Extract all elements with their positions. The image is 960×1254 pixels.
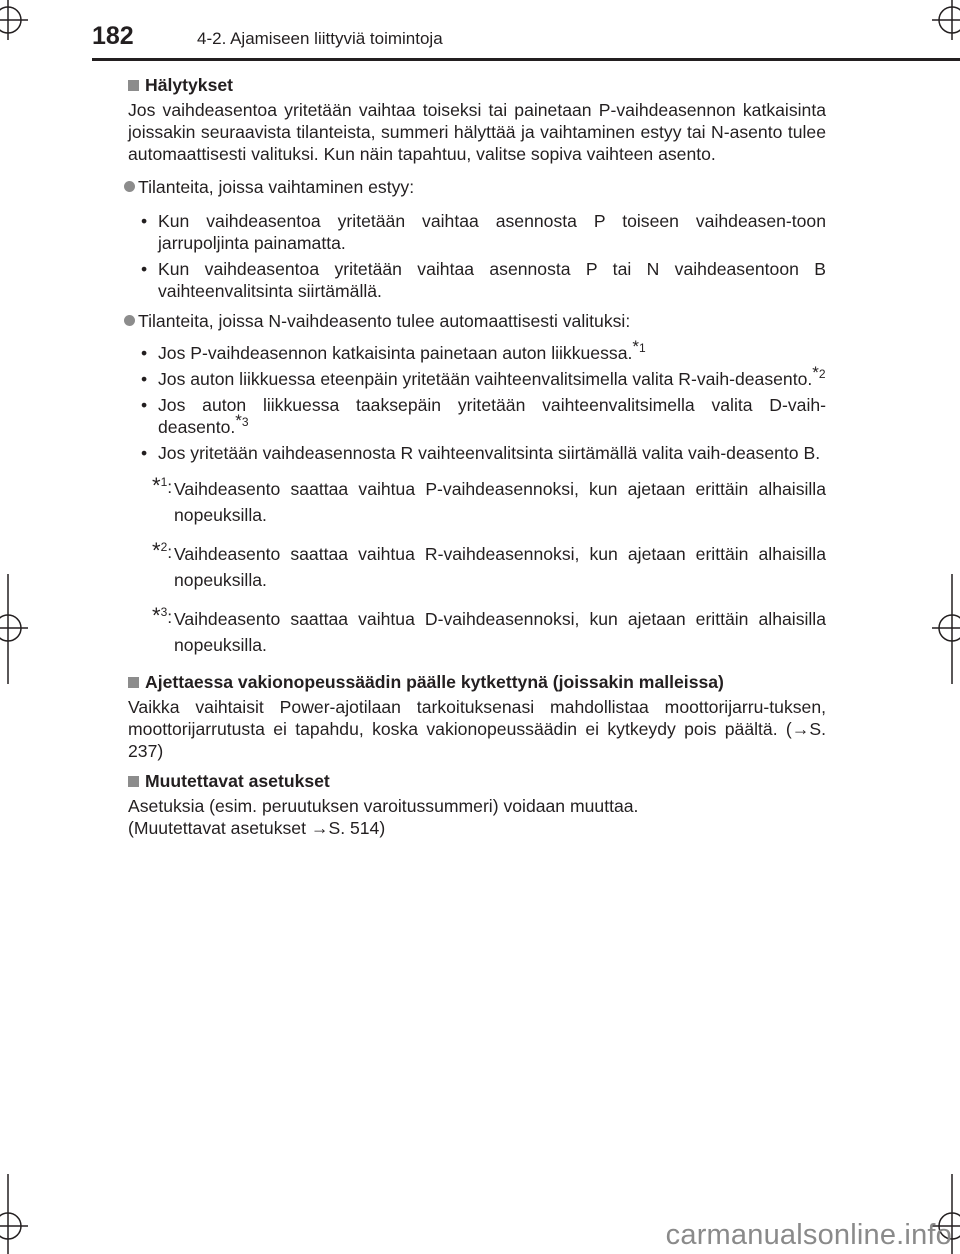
watermark: carmanualsonline.info [665,1219,952,1251]
list-item: • Jos yritetään vaihdeasennosta R vaihteenvalitsinta siirtämällä valita vaih-deasento B. [158,442,826,464]
arrow-right-icon: → [310,818,329,838]
header-rule [92,58,960,61]
footnotes [128,473,826,658]
square-bullet-icon [128,80,139,91]
section-paragraph: Vaikka vaihtaisit Power-ajotilaan tarkoituksenasi mahdollistaa moottorijarru-tuksen, moottorijarrutusta ei tapahdu, koska vakionopeussäädin ei kytkeydy pois päältä. (→S. 237) [128,697,826,761]
crop-mark-bottom-left-icon [0,1174,40,1254]
bullet-list [128,337,826,464]
circle-bullet-icon [124,315,135,326]
square-bullet-icon [128,677,139,688]
crop-mark-mid-right-icon [920,574,960,684]
footnote-marker: *$^3$: [152,603,173,628]
square-bullet-icon [128,776,139,787]
footnote-marker: *$^2$: [152,538,173,563]
page-header [88,22,960,58]
page-number: 182 [92,22,134,50]
section-heading-halytykset: Hälytykset [110,74,808,96]
list-item: • Jos auton liikkuessa eteenpäin yritetään vaihteenvalitsimella valita R-vaih-deasento.$^{*2}$ [158,368,826,390]
footnote: *$^1$: Vaihdeasento saattaa vaihtua P-vaihdeasennoksi, kun ajetaan erittäin alhaisilla nopeuksilla. [152,473,826,525]
crop-mark-top-left-icon [0,0,40,40]
footnote: *$^2$: Vaihdeasento saattaa vaihtua R-vaihdeasennoksi, kun ajetaan erittäin alhaisilla nopeuksilla. [152,538,826,590]
bullet-list [128,210,826,302]
chapter-title: 4-2. Ajamiseen liittyviä toimintoja [197,29,443,48]
subheading-auto-neutral: Tilanteita, joissa N-vaihdeasento tulee automaattisesti valituksi: [124,310,822,332]
arrow-right-icon: → [791,719,810,739]
footnote-marker: *$^1$: [152,473,173,498]
page-content [128,74,826,850]
list-item: • Jos auton liikkuessa taaksepäin yritetään vaihteenvalitsimella valita D-vaih-deasento.$^{*3}$ [158,394,826,438]
section-paragraph: Asetuksia (esim. peruutuksen varoitussummeri) voidaan muuttaa. (Muutettavat asetukset →S. 514) [128,796,639,838]
list-item: • Jos P-vaihdeasennon katkaisinta painetaan auton liikkuessa.$^{*1}$ [158,342,826,364]
section-paragraph: Jos vaihdeasentoa yritetään vaihtaa toiseksi tai painetaan P-vaihdeasennon katkaisinta joissakin seuraavista tilanteista, summeri hälyttää ja vaihtaminen estyy tai N-asento tulee automaattisesti valituksi. Kun näin tapahtuu, valitse sopiva vaihteen asento. [128,100,826,164]
section-heading-settings: Muutettavat asetukset [110,770,808,792]
list-item: • Kun vaihdeasentoa yritetään vaihtaa asennosta P toiseen vaihdeasen-toon jarrupoljinta painamatta. [158,210,826,254]
circle-bullet-icon [124,181,135,192]
crop-mark-top-right-icon [920,0,960,40]
subheading-shift-blocked: Tilanteita, joissa vaihtaminen estyy: [124,176,822,198]
section-heading-cruise: Ajettaessa vakionopeussäädin päälle kytkettynä (joissakin malleissa) [110,671,808,693]
list-item: • Kun vaihdeasentoa yritetään vaihtaa asennosta P tai N vaihdeasentoon B vaihteenvalitsinta siirtämällä. [158,258,826,302]
crop-mark-mid-left-icon [0,574,40,684]
footnote: *$^3$: Vaihdeasento saattaa vaihtua D-vaihdeasennoksi, kun ajetaan erittäin alhaisilla nopeuksilla. [152,603,826,655]
